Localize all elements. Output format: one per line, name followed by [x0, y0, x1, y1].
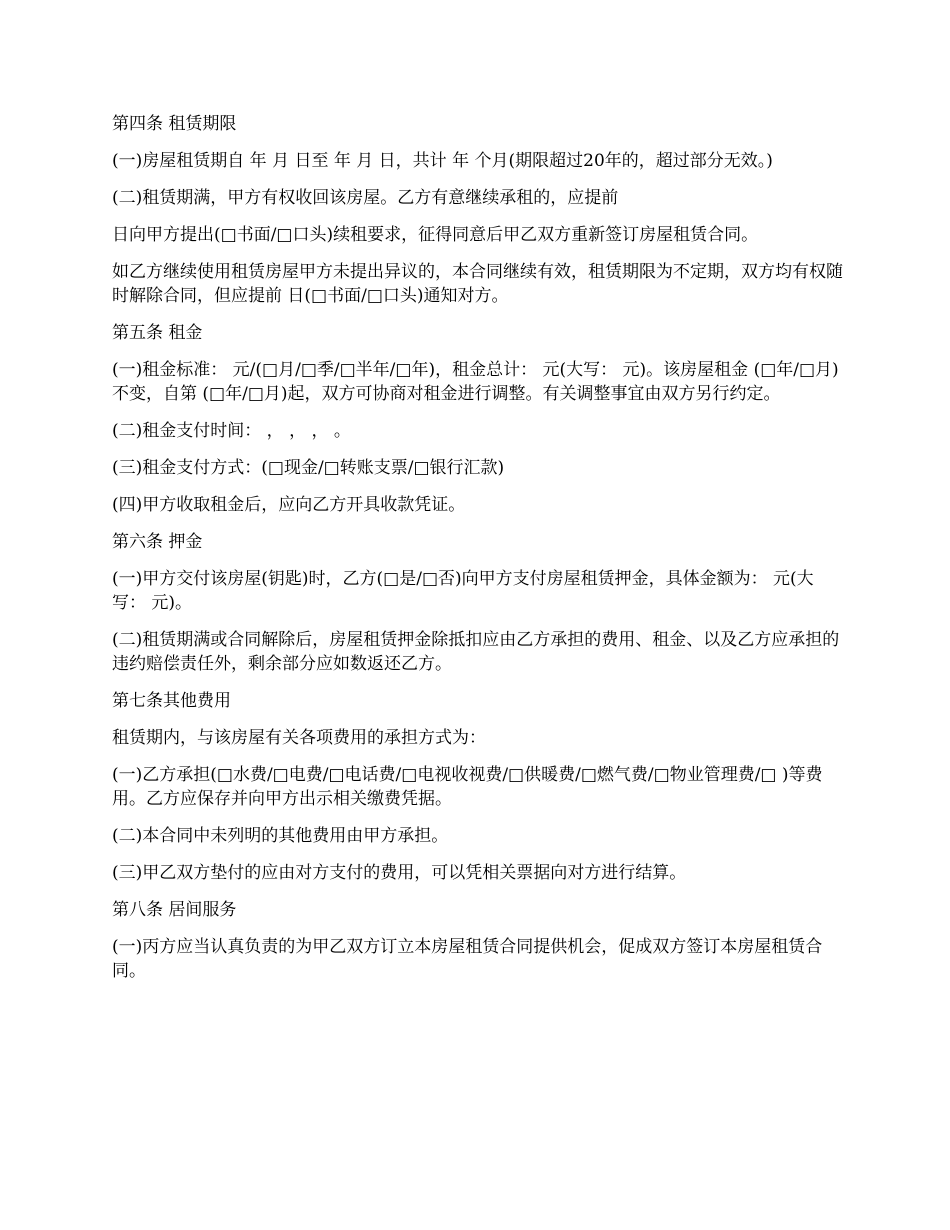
paragraph-tenant-fees: (一)乙方承担(□水费/□电费/□电话费/□电视收视费/□供暖费/□燃气费/□物业管理费/□ )等费用。乙方应保存并向甲方出示相关缴费凭据。	[112, 765, 823, 809]
document-page	[112, 112, 847, 996]
paragraph-landlord-fees: (二)本合同中未列明的其他费用由甲方承担。	[112, 826, 449, 846]
paragraph-renewal-request: 日向甲方提出(□书面/□口头)续租要求，征得同意后甲乙双方重新签订房屋租赁合同。	[112, 225, 759, 245]
paragraph-rent-payment-method: (三)租金支付方式：(□现金/□转账支票/□银行汇款)	[112, 458, 505, 478]
paragraph-lease-expiry: (二)租赁期满，甲方有权收回该房屋。乙方有意继续承租的，应提前	[112, 188, 619, 208]
section-heading-article-8: 第八条 居间服务	[112, 900, 237, 920]
paragraph-fee-settlement: (三)甲乙双方垫付的应由对方支付的费用，可以凭相关票据向对方进行结算。	[112, 863, 687, 883]
paragraph-lease-term: (一)房屋租赁期自 年 月 日至 年 月 日，共计 年 个月(期限超过20年的，超过部分无效。)	[112, 151, 773, 171]
paragraph-intermediary-service: (一)丙方应当认真负责的为甲乙双方订立本房屋租赁合同提供机会，促成双方签订本房屋租赁合同。	[112, 937, 823, 981]
paragraph-rent-payment-time: (二)租金支付时间： ， ， ， 。	[112, 421, 351, 441]
section-heading-article-5: 第五条 租金	[112, 323, 203, 343]
paragraph-rent-receipt: (四)甲方收取租金后，应向乙方开具收款凭证。	[112, 495, 466, 515]
paragraph-continued-use: 如乙方继续使用租赁房屋甲方未提出异议的，本合同继续有效，租赁期限为不定期，双方均有权随时解除合同，但应提前 日(□书面/□口头)通知对方。	[112, 262, 843, 306]
paragraph-deposit-payment: (一)甲方交付该房屋(钥匙)时，乙方(□是/□否)向甲方支付房屋租赁押金，具体金额为： 元(大写： 元)。	[112, 569, 814, 613]
paragraph-rent-standard: (一)租金标准： 元/(□月/□季/□半年/□年)，租金总计： 元(大写： 元)。该房屋租金 (□年/□月)不变，自第 (□年/□月)起，双方可协商对租金进行调整。有关调整事宜由双方另行约定。	[112, 360, 839, 404]
section-heading-article-4: 第四条 租赁期限	[112, 114, 237, 134]
paragraph-deposit-return: (二)租赁期满或合同解除后，房屋租赁押金除抵扣应由乙方承担的费用、租金、以及乙方应承担的违约赔偿责任外，剩余部分应如数返还乙方。	[112, 630, 840, 674]
section-heading-article-6: 第六条 押金	[112, 532, 203, 552]
section-heading-article-7: 第七条其他费用	[112, 691, 231, 711]
paragraph-fees-intro: 租赁期内，与该房屋有关各项费用的承担方式为：	[112, 728, 486, 748]
